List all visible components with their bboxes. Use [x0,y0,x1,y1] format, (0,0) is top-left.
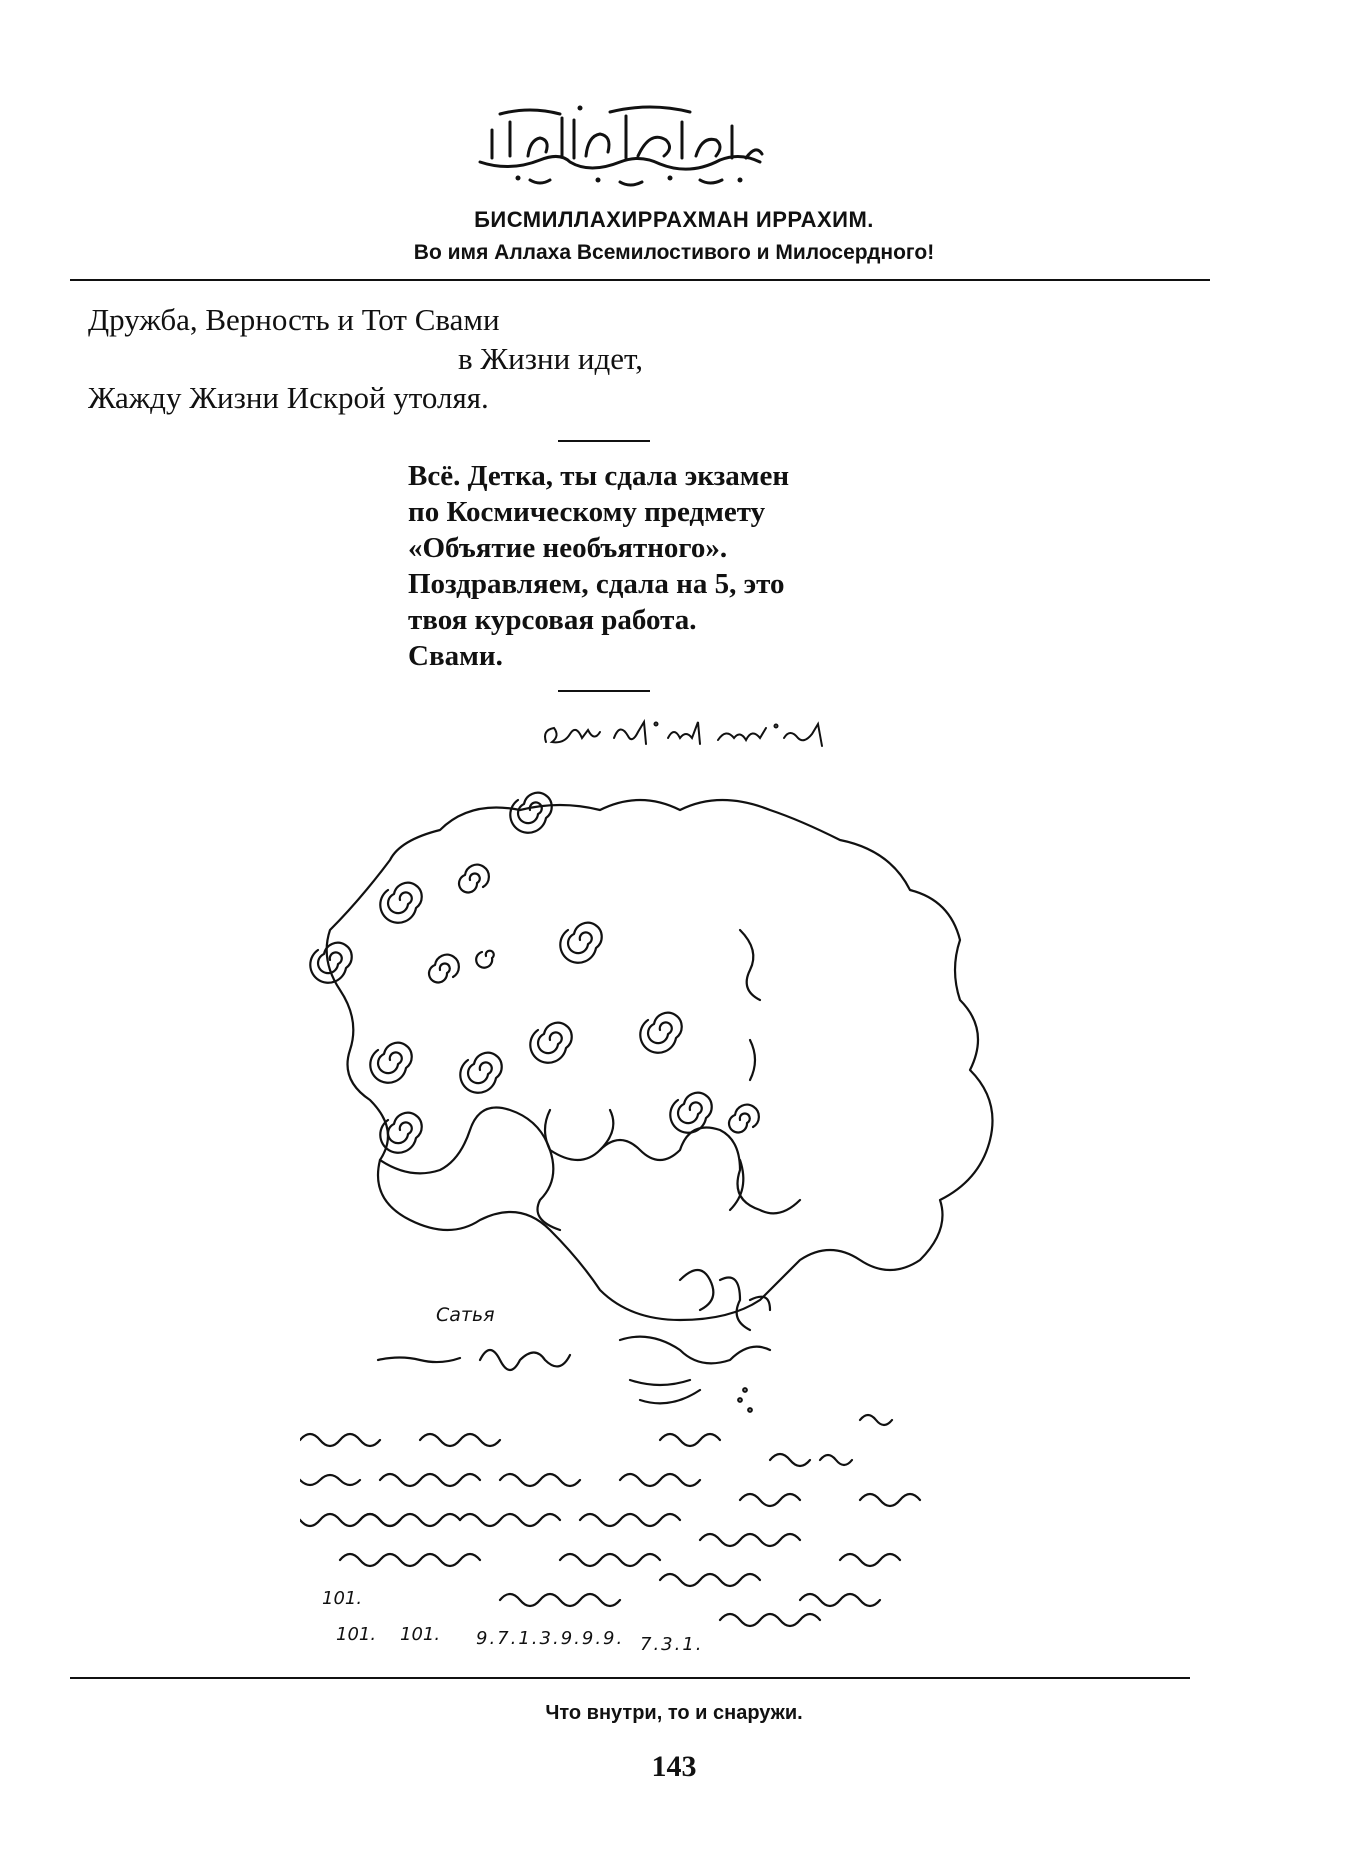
header-divider [70,279,1210,281]
message-line: Всё. Детка, ты сдала экзамен [408,460,790,492]
drawing-number: 7.3.1. [640,1634,704,1655]
footer-divider [70,1677,1190,1679]
footer-motto: Что внутри, то и снаружи. [545,1702,803,1724]
drawing-number: 9.7.1.3.9.9.9. [476,1628,625,1649]
verse [88,300,643,417]
message-line: «Объятие необъятного». [408,532,728,564]
header-subtitle: Во имя Аллаха Всемилостивого и Милосердного! [413,241,935,264]
section-divider-2 [558,690,650,692]
bismillah-calligraphy-icon [470,100,770,190]
drawing-number: 101. [400,1624,441,1645]
verse-line-2: в Жизни идет, [458,341,644,376]
verse-line-3: Жажду Жизни Искрой утоляя. [88,380,489,415]
message-line: Поздравляем, сдала на 5, это [408,568,785,600]
page-number: 143 [651,1750,697,1783]
spiral-cloud-drawing-icon [300,700,1080,1660]
message-line: твоя курсовая работа. [408,604,697,636]
section-divider-1 [558,440,650,442]
drawing-number: 101. [336,1624,377,1645]
verse-line-1: Дружба, Верность и Тот Свами [88,302,500,337]
drawing-number: 101. [322,1588,363,1609]
message [408,458,789,674]
message-line: Свами. [408,640,503,672]
header-title: БИСМИЛЛАХИРРАХМАН ИРРАХИМ. [474,207,874,232]
message-line: по Космическому предмету [408,496,766,528]
drawing-signature-word: Сатья [436,1304,495,1326]
